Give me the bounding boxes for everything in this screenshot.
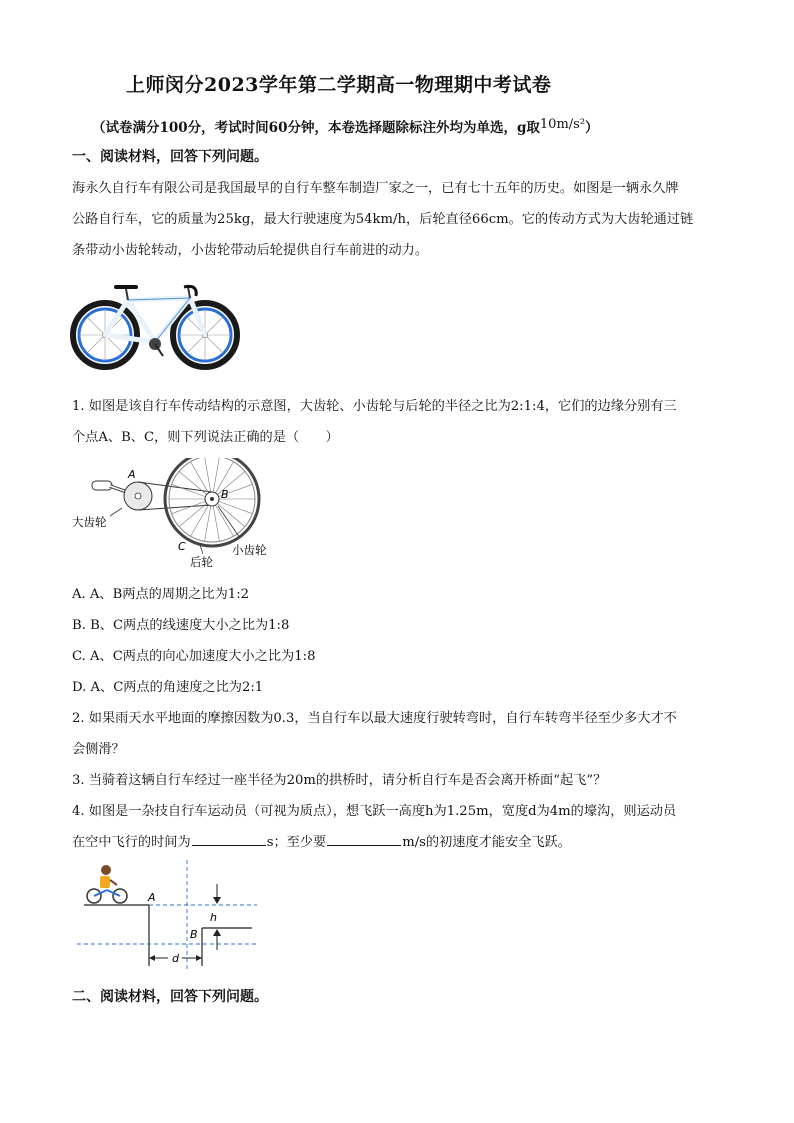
- wheel-spoke: [213, 506, 219, 541]
- q4-text-b: s；至少要: [266, 835, 327, 850]
- label-a: A: [128, 468, 136, 481]
- q3-line: 3. 当骑着这辆自行车经过一座半径为20m的拱桥时，请分析自行车是否会离开桥面“起飞”？: [72, 773, 607, 788]
- q4-line-2: [72, 831, 571, 850]
- option-d: D. A、C两点的角速度之比为2:1: [72, 680, 264, 695]
- q2-line-2: 会侧滑？: [72, 742, 125, 757]
- q2-line-1: 2. 如果雨天水平地面的摩擦因数为0.3，当自行车以最大速度行驶转弯时，自行车转弯半径至少多大才不: [72, 711, 677, 726]
- label-b: B: [221, 488, 229, 501]
- q1-line-2: 个点A、B、C，则下列说法正确的是（ ）: [72, 430, 339, 445]
- answer-blank-speed[interactable]: [327, 833, 401, 846]
- section1-heading: 一、阅读材料，回答下列问题。: [72, 149, 268, 165]
- q4-text-c: m/s的初速度才能安全飞跃。: [402, 835, 571, 850]
- transmission-diagram: [70, 458, 290, 573]
- option-c: C. A、C两点的向心加速度大小之比为1:8: [72, 649, 316, 664]
- exam-subtitle: [92, 116, 599, 136]
- material-line-3: 条带动小齿轮转动，小齿轮带动后轮提供自行车前进的动力。: [72, 243, 429, 258]
- wheel-spoke: [205, 506, 211, 541]
- q4-line-1: 4. 如图是一杂技自行车运动员（可视为质点），想飞跃一高度h为1.25m，宽度d为4m的壕沟，则运动员: [72, 804, 677, 819]
- answer-blank-time[interactable]: [192, 833, 266, 846]
- jump-diagram: [72, 858, 262, 973]
- label-small-gear: 小齿轮: [232, 543, 267, 557]
- wheel-spoke: [205, 458, 211, 492]
- q1-line-1: 1. 如图是该自行车传动结构的示意图，大齿轮、小齿轮与后轮的半径之比为2:1:4，它们的边缘分别有三: [72, 399, 677, 414]
- exam-title: 上师闵分2023学年第二学期高一物理期中考试卷: [126, 74, 552, 96]
- wheel-spoke: [219, 501, 253, 513]
- option-a: A. A、B两点的周期之比为1:2: [72, 587, 250, 602]
- subtitle-text: （试卷满分100分，考试时间60分钟，本卷选择题除标注外均为单选，g取: [92, 120, 540, 136]
- label-rear-wheel: 后轮: [190, 555, 213, 569]
- jump-label-a: A: [148, 891, 156, 904]
- wheel-spoke: [213, 458, 219, 492]
- section2-heading: 二、阅读材料，回答下列问题。: [72, 989, 268, 1005]
- jump-label-d: d: [172, 952, 179, 965]
- label-c: C: [178, 540, 186, 553]
- jump-label-h: h: [210, 911, 217, 924]
- jump-label-b: B: [190, 928, 198, 941]
- option-b: B. B、C两点的线速度大小之比为1:8: [72, 618, 290, 633]
- subtitle-end: ）: [585, 120, 599, 136]
- q4-text-a: 在空中飞行的时间为: [72, 835, 191, 850]
- bicycle-photo: [70, 272, 240, 377]
- material-line-1: 海永久自行车有限公司是我国最早的自行车整车制造厂家之一，已有七十五年的历史。如图是一辆永久牌: [72, 181, 679, 196]
- material-line-2: 公路自行车，它的质量为25kg，最大行驶速度为54km/h，后轮直径66cm。它的传动方式为大齿轮通过链: [72, 212, 694, 227]
- gravity-unit: 10m/s²: [539, 117, 586, 132]
- label-big-gear: 大齿轮: [72, 515, 107, 529]
